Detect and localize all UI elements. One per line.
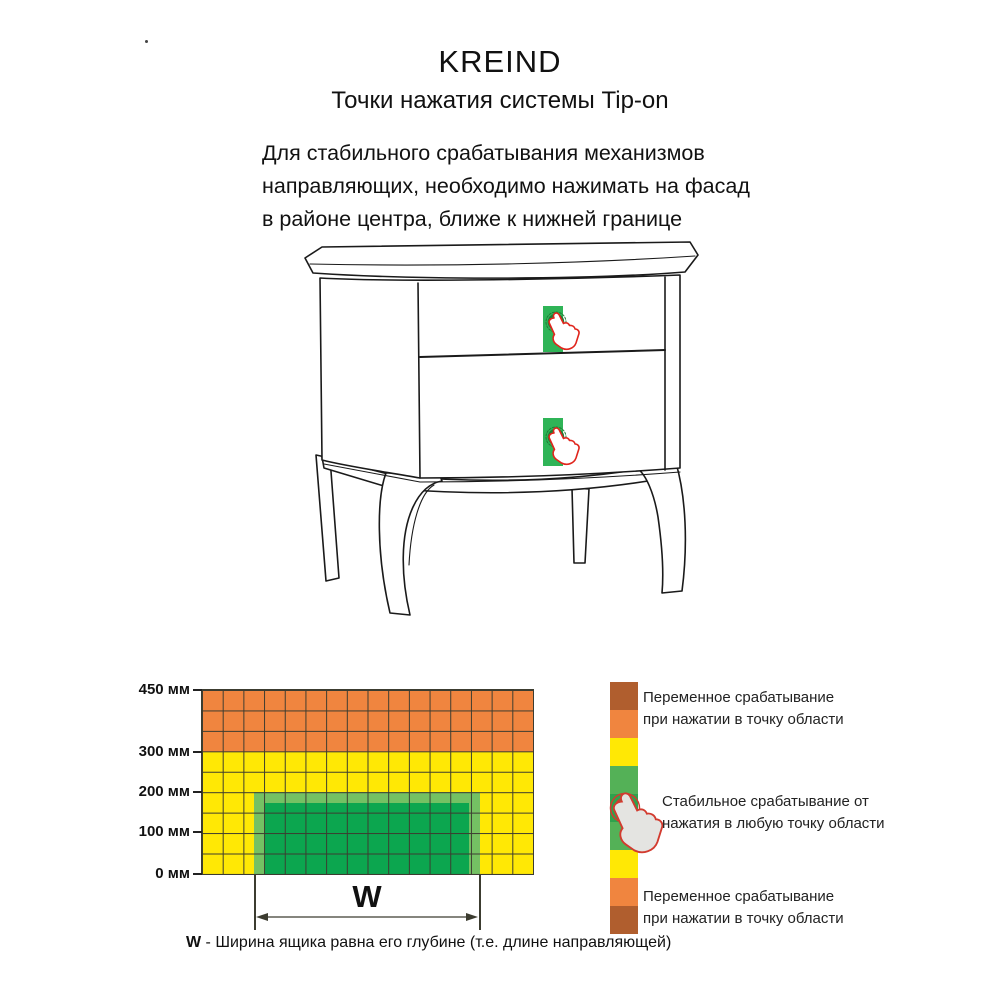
y-tick-mark bbox=[193, 873, 202, 875]
y-tick-mark bbox=[193, 791, 202, 793]
grid-lines bbox=[202, 690, 533, 874]
cabinet-body bbox=[320, 275, 680, 478]
legend-item-variable-bottom: Переменное срабатывание при нажатии в точку области bbox=[643, 888, 844, 927]
chart-caption bbox=[186, 934, 671, 952]
caption-w: W bbox=[186, 934, 202, 951]
intro-line: в районе центра, ближе к нижней границе bbox=[262, 207, 683, 231]
stray-dot bbox=[145, 40, 148, 43]
dimension-label-w: W bbox=[352, 879, 382, 914]
caption-text: - Ширина ящика равна его глубине (т.е. длине направляющей) bbox=[201, 934, 672, 951]
intro-line: Для стабильного срабатывания механизмов bbox=[262, 141, 705, 165]
legend-swatch-orange bbox=[610, 710, 638, 738]
y-tick-300: 300 мм bbox=[138, 743, 190, 760]
intro-paragraph bbox=[262, 137, 750, 236]
dimension-arrow bbox=[254, 906, 480, 928]
legend-item-variable-top: Переменное срабатывание при нажатии в точку области bbox=[643, 689, 844, 728]
top-slab bbox=[305, 242, 698, 278]
legend-item-stable: Стабильное срабатывание от нажатия в любую точку области bbox=[662, 793, 885, 832]
back-left-leg bbox=[316, 455, 339, 581]
y-tick-0: 0 мм bbox=[155, 865, 190, 882]
y-tick-100: 100 мм bbox=[138, 823, 190, 840]
intro-line: направляющих, необходимо нажимать на фасад bbox=[262, 174, 750, 198]
y-tick-450: 450 мм bbox=[138, 681, 190, 698]
page-subtitle: Точки нажатия системы Tip-on bbox=[331, 87, 669, 114]
y-tick-mark bbox=[193, 689, 202, 691]
front-right-leg bbox=[638, 463, 685, 593]
y-tick-mark bbox=[193, 751, 202, 753]
y-tick-mark bbox=[193, 831, 202, 833]
brand-title: KREIND bbox=[438, 44, 562, 79]
pressure-zone-grid bbox=[202, 690, 533, 874]
legend-swatch-brown bbox=[610, 906, 638, 934]
legend-swatch-yellow bbox=[610, 738, 638, 766]
legend-swatch-brown bbox=[610, 682, 638, 710]
nightstand-illustration bbox=[250, 235, 720, 635]
y-tick-200: 200 мм bbox=[138, 783, 190, 800]
legend-swatch-orange bbox=[610, 878, 638, 906]
back-right-leg bbox=[572, 488, 589, 563]
